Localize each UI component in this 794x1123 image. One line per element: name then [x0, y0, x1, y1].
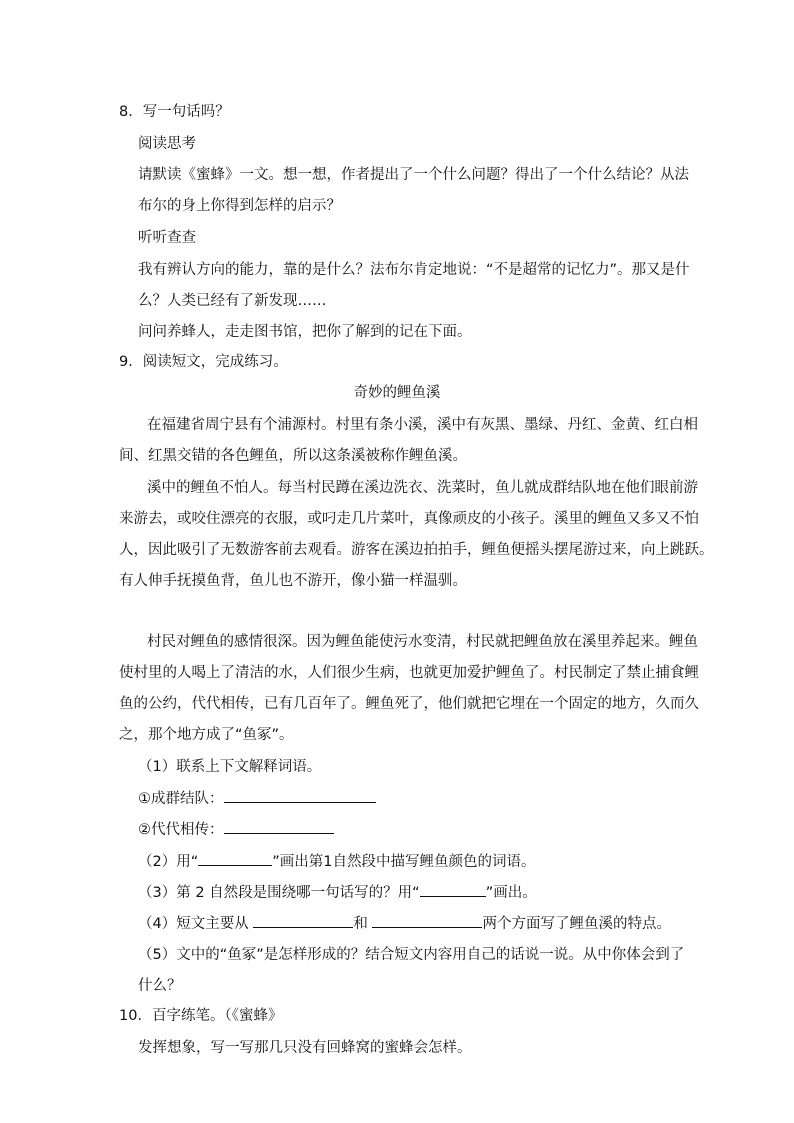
q8-paragraph-1-line-2: 布尔的身上你得到怎样的启示？ [138, 198, 341, 214]
subquestion-4-prefix: （4）短文主要从 [138, 916, 249, 932]
answer-blank-4b[interactable] [372, 913, 482, 928]
article-para-3-line-3: 鱼的公约，代代相传，已有几百年了。鲤鱼死了，他们就把它埋在一个固定的地方，久而久 [119, 696, 699, 712]
q8-paragraph-3: 问问养蜂人，走走图书馆，把你了解到的记在下面。 [138, 324, 472, 340]
subquestion-3 [138, 882, 537, 903]
q8-paragraph-1-line-1: 请默读《蜜蜂》一文。想一想，作者提出了一个什么问题？得出了一个什么结论？从法 [138, 167, 689, 183]
article-title: 奇妙的鲤鱼溪 [353, 385, 441, 401]
subquestion-1: （1）联系上下文解释词语。 [138, 759, 322, 775]
q9-heading: 9．阅读短文，完成练习。 [119, 354, 288, 370]
article-para-1-line-2: 间、红黑交错的各色鲤鱼，所以这条溪被称作鲤鱼溪。 [119, 448, 467, 464]
q8-subheading-listening: 听听查查 [138, 230, 196, 246]
q8-heading: 8．写一句话吗？ [119, 104, 230, 120]
article-para-3-line-1: 村民对鲤鱼的感情很深。因为鲤鱼能使污水变清，村民就把鲤鱼放在溪里养起来。鲤鱼 [147, 634, 698, 650]
subquestion-3-suffix: ”画出。 [485, 885, 537, 901]
subquestion-4-middle: 和 [353, 916, 368, 932]
q10-prompt: 发挥想象，写一写那几只没有回蜂窝的蜜蜂会怎样。 [138, 1040, 472, 1056]
answer-blank-1b[interactable] [224, 819, 334, 834]
subquestion-5-line-1: （5）文中的“鱼冢”是怎样形成的？结合短文内容用自己的话说一说。从中你体会到了 [138, 947, 685, 963]
article-para-2-line-2: 来游去，或咬住漂亮的衣服，或叼走几片菜叶，真像顽皮的小孩子。溪里的鲤鱼又多又不怕 [119, 511, 699, 527]
q8-paragraph-2-line-2: 么？人类已经有了新发现…… [138, 293, 327, 309]
answer-blank-3[interactable] [420, 882, 486, 897]
subquestion-4-suffix: 两个方面写了鲤鱼溪的特点。 [482, 916, 671, 932]
article-para-2-line-3: 人，因此吸引了无数游客前去观看。游客在溪边拍拍手，鲤鱼便摇头摆尾游过来，向上跳跃。 [119, 542, 714, 558]
subquestion-2-suffix: ”画出第1自然段中描写鲤鱼颜色的词语。 [272, 854, 536, 870]
subquestion-3-prefix: （3）第 2 自然段是围绕哪一句话写的？用“ [138, 885, 420, 901]
subquestion-1a [138, 788, 376, 809]
article-para-1-line-1: 在福建省周宁县有个浦源村。村里有条小溪，溪中有灰黑、墨绿、丹红、金黄、红白相 [147, 417, 698, 433]
article-para-3-line-2: 使村里的人喝上了清洁的水，人们很少生病，也就更加爱护鲤鱼了。村民制定了禁止捕食鲤 [119, 665, 699, 681]
answer-blank-4a[interactable] [253, 913, 353, 928]
answer-blank-2[interactable] [198, 851, 272, 866]
subquestion-2-prefix: （2）用“ [138, 854, 199, 870]
subquestion-2 [138, 851, 536, 872]
subquestion-5-line-2: 什么？ [138, 978, 182, 994]
subquestion-1b [138, 819, 334, 840]
q10-heading: 10．百字练笔。（《蜜蜂》 [119, 1008, 283, 1024]
subquestion-1a-label: ①成群结队： [138, 791, 224, 807]
answer-blank-1a[interactable] [224, 788, 376, 803]
article-para-2-line-4: 有人伸手抚摸鱼背，鱼儿也不游开，像小猫一样温驯。 [119, 573, 467, 589]
article-para-3-line-4: 之，那个地方成了“鱼冢”。 [119, 727, 294, 743]
q8-subheading-reading: 阅读思考 [138, 136, 196, 152]
subquestion-4 [138, 913, 671, 934]
article-para-2-line-1: 溪中的鲤鱼不怕人。每当村民蹲在溪边洗衣、洗菜时，鱼儿就成群结队地在他们眼前游 [147, 480, 698, 496]
q8-paragraph-2-line-1: 我有辨认方向的能力，靠的是什么？法布尔肯定地说：“不是超常的记忆力”。那又是什 [138, 262, 690, 278]
subquestion-1b-label: ②代代相传： [138, 822, 224, 838]
